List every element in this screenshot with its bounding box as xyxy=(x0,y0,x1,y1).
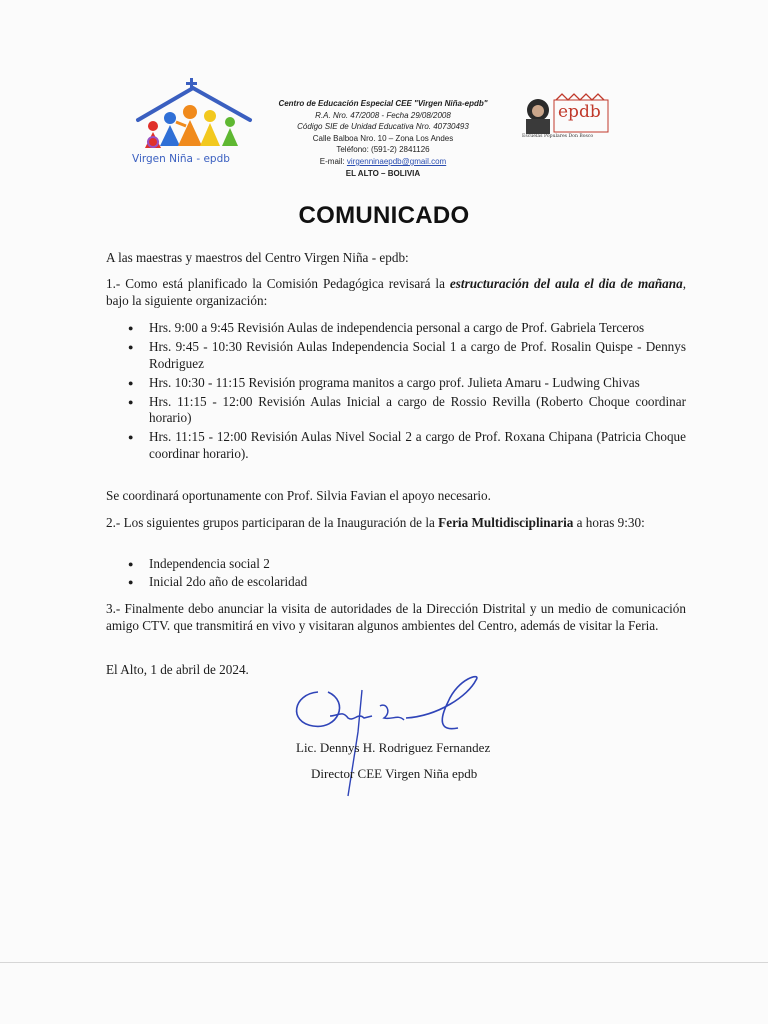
school-name: Centro de Educación Especial CEE "Virgen Niña-epdb" xyxy=(278,99,488,108)
paragraph-1-lead: 1.- Como está planificado la Comisión Pedagógica revisará la xyxy=(106,276,450,291)
epdb-logo-text: epdb xyxy=(558,102,601,122)
email-link[interactable]: virgenninaepdb@gmail.com xyxy=(346,156,447,166)
paragraph-1-tail: , bajo la siguiente organización: xyxy=(106,276,686,308)
document-title: COMUNICADO xyxy=(298,202,470,229)
city-line: EL ALTO – BOLIVIA xyxy=(345,168,421,178)
page-bottom-divider xyxy=(0,962,768,963)
schedule-item: ● Hrs. 11:15 - 12:00 Revisión Aulas Nivel Social 2 a cargo de Prof. Roxana Chipana (Patricia Choque coordinar horario). xyxy=(106,429,686,462)
greeting: A las maestras y maestros del Centro Virgen Niña - epdb: xyxy=(106,250,409,265)
sie-code-line: Código SIE de Unidad Educativa Nro. 40730493 xyxy=(297,122,469,132)
groups-list xyxy=(106,556,686,593)
fair-name: Feria Multidisciplinaria xyxy=(438,515,574,530)
group-item: ● Inicial 2do año de escolaridad xyxy=(106,574,686,591)
paragraph-2-tail: a horas 9:30: xyxy=(573,515,645,530)
address-line: Calle Balboa Nro. 10 – Zona Los Andes xyxy=(312,133,454,143)
paragraph-2 xyxy=(106,515,686,532)
phone-line: Teléfono: (591-2) 2841126 xyxy=(336,145,430,155)
epdb-logo xyxy=(520,92,612,142)
resolution-line: R.A. Nro. 47/2008 - Fecha 29/08/2008 xyxy=(315,110,451,120)
signatory-name: Lic. Dennys H. Rodriguez Fernandez xyxy=(296,740,491,755)
paragraph-3: 3.- Finalmente debo anunciar la visita de autoridades de la Dirección Distrital y un medio de comunicación amigo CTV. que transmitirá en vivo y visitaran algunos ambientes del Centro, además de visitar la Feria. xyxy=(106,601,686,633)
coordination-note: Se coordinará oportunamente con Prof. Silvia Favian el apoyo necesario. xyxy=(106,488,491,503)
email-label: E-mail: xyxy=(319,156,347,166)
paragraph-1 xyxy=(106,276,686,309)
email-line xyxy=(268,156,498,168)
schedule-item: ● Hrs. 11:15 - 12:00 Revisión Aulas Inicial a cargo de Rossio Revilla (Roberto Choque coordinar horario) xyxy=(106,394,686,427)
date-line: El Alto, 1 de abril de 2024. xyxy=(106,662,249,677)
schedule-item: ● Hrs. 9:45 - 10:30 Revisión Aulas Independencia Social 1 a cargo de Prof. Rosalin Quispe - Dennys Rodriguez xyxy=(106,339,686,372)
letterhead xyxy=(268,98,498,179)
epdb-caption: Escuelas Populares Don Bosco xyxy=(522,134,594,139)
schedule-list xyxy=(106,320,686,465)
schedule-item: ● Hrs. 9:00 a 9:45 Revisión Aulas de independencia personal a cargo de Prof. Gabriela Terceros xyxy=(106,320,686,337)
schedule-item: ● Hrs. 10:30 - 11:15 Revisión programa manitos a cargo prof. Julieta Amaru - Ludwing Chivas xyxy=(106,375,686,392)
school-logo-graphic xyxy=(128,78,258,148)
paragraph-1-emphasis: estructuración del aula el dia de mañana xyxy=(449,276,683,291)
school-logo xyxy=(128,78,258,170)
signatory-role: Director CEE Virgen Niña epdb xyxy=(311,766,478,781)
paragraph-2-lead: 2.- Los siguientes grupos participaran de la Inauguración de la xyxy=(106,515,439,530)
group-item: ● Independencia social 2 xyxy=(106,556,686,573)
school-logo-text: Virgen Niña - epdb xyxy=(132,153,230,165)
